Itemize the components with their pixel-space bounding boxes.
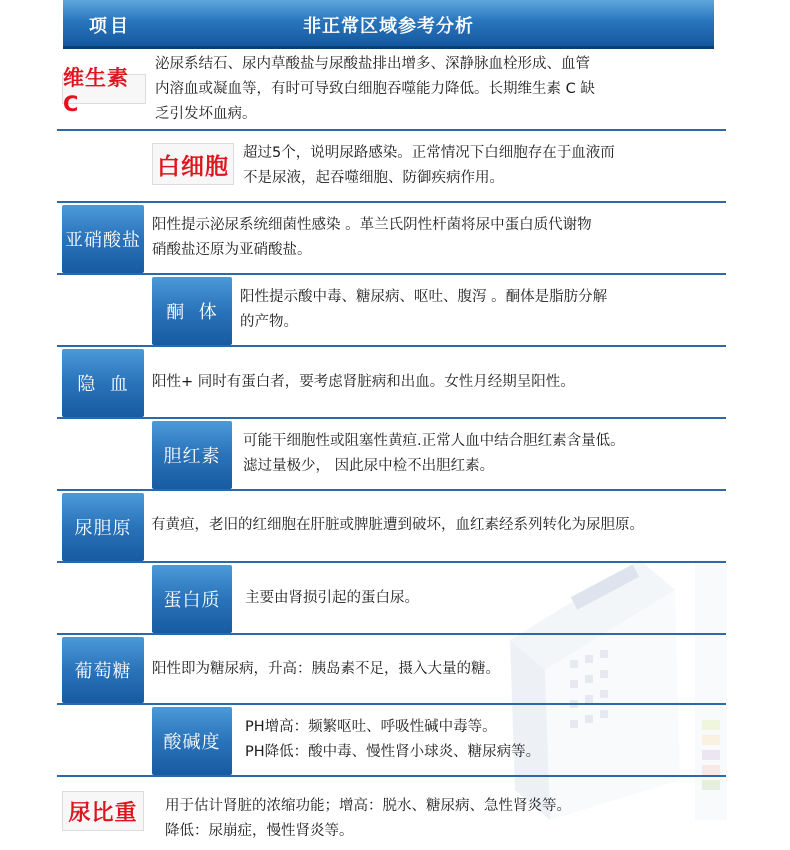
row-description: 可能干细胞性或阻塞性黄疸.正常人血中结合胆红素含量低。 滤过量极少， 因此尿中检不出胆红素。 bbox=[243, 433, 625, 474]
row-label-ketones: 酮 体 bbox=[152, 277, 232, 345]
row-description: 主要由肾损引起的蛋白尿。 bbox=[245, 590, 419, 606]
header-title: 非正常区域参考分析 bbox=[303, 16, 474, 37]
row-description: 泌尿系结石、尿内草酸盐与尿酸盐排出增多、深静脉血栓形成、血管 内溶血或凝血等，有时可导致白细胞吞噬能力降低。长期维生素 C 缺 乏引发坏血病。 bbox=[155, 56, 595, 122]
row-description: 阳性+ 同时有蛋白者，要考虑肾脏病和出血。女性月经期呈阳性。 bbox=[152, 374, 575, 390]
table-row bbox=[0, 563, 790, 635]
table-row bbox=[0, 635, 790, 705]
row-description: 用于估计肾脏的浓缩功能；增高：脱水、糖尿病、急性肾炎等。 降低：尿崩症，慢性肾炎等。 bbox=[165, 798, 571, 839]
table-row bbox=[0, 275, 790, 347]
table-row bbox=[0, 705, 790, 777]
row-description: 阳性提示酸中毒、糖尿病、呕吐、腹泻 。酮体是脂肪分解 的产物。 bbox=[240, 289, 608, 330]
row-label-specific-gravity: 尿比重 bbox=[62, 791, 144, 831]
row-label-nitrite: 亚硝酸盐 bbox=[62, 205, 144, 273]
row-label-vitamin-c: 维生素C bbox=[62, 74, 146, 104]
row-label-white-blood-cells: 白细胞 bbox=[152, 143, 234, 185]
table-row bbox=[0, 777, 790, 850]
row-label-bilirubin: 胆红素 bbox=[152, 421, 232, 489]
table-row bbox=[0, 419, 790, 491]
row-description: 超过5个，说明尿路感染。正常情况下白细胞存在于血液而 不是尿液，起吞噬细胞、防御疾病作用。 bbox=[243, 145, 615, 186]
row-description: PH增高：频繁呕吐、呼吸性碱中毒等。 PH降低：酸中毒、慢性肾小球炎、糖尿病等。 bbox=[245, 719, 541, 760]
row-label-urobilinogen: 尿胆原 bbox=[62, 493, 144, 561]
row-label-protein: 蛋白质 bbox=[152, 565, 232, 633]
row-label-glucose: 葡萄糖 bbox=[62, 637, 144, 703]
table-row bbox=[0, 203, 790, 275]
table-row bbox=[0, 131, 790, 203]
row-description: 阳性即为糖尿病，升高：胰岛素不足，摄入大量的糖。 bbox=[152, 661, 500, 677]
table-header bbox=[63, 0, 714, 49]
table-row bbox=[0, 347, 790, 419]
table-row bbox=[0, 491, 790, 563]
row-description: 有黄疸，老旧的红细胞在肝脏或脾脏遭到破坏，血红素经系列转化为尿胆原。 bbox=[151, 517, 644, 533]
row-description: 阳性提示泌尿系统细菌性感染 。革兰氏阴性杆菌将尿中蛋白质代谢物 硝酸盐还原为亚硝酸盐。 bbox=[152, 217, 592, 258]
row-label-occult-blood: 隐 血 bbox=[62, 349, 144, 417]
table-row bbox=[0, 49, 790, 131]
header-item: 项目 bbox=[89, 16, 131, 37]
row-label-ph: 酸碱度 bbox=[152, 707, 232, 775]
